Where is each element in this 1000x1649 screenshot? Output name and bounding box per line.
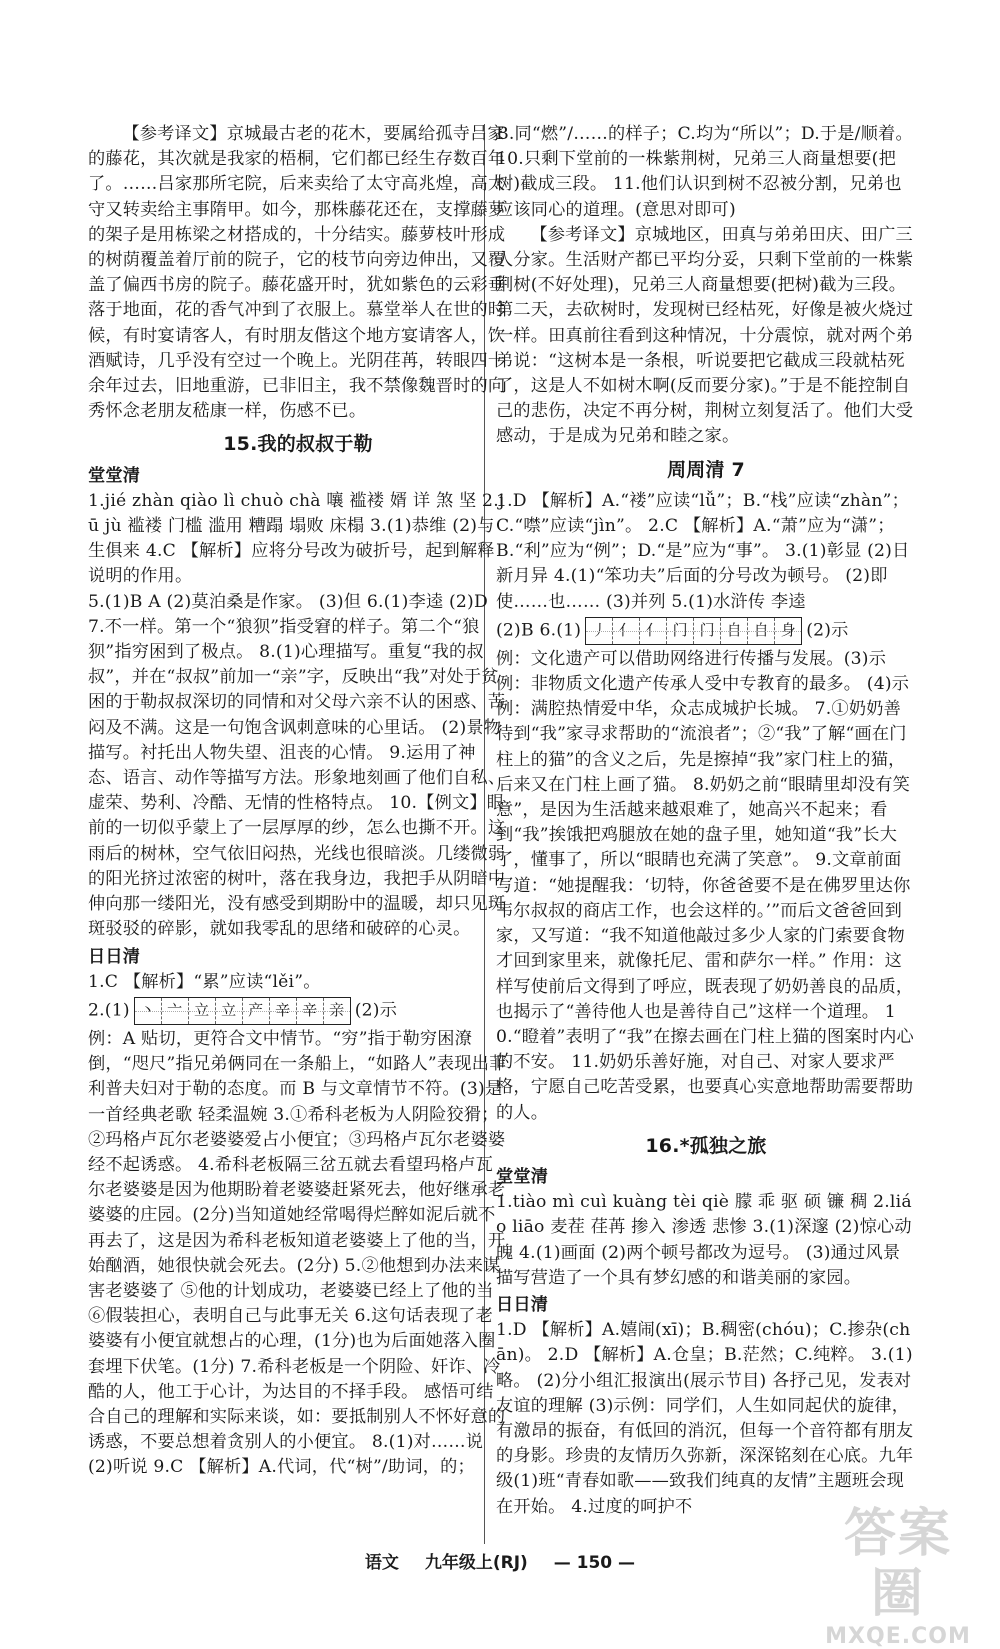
stroke-cell: 亻	[613, 618, 640, 644]
stroke-cell: 亠	[162, 998, 189, 1024]
right-column	[496, 122, 916, 1520]
weekly-answers-1: 1.D 【解析】A.“褛”应读“lǚ”；B.“栈”应读“zhàn”；C.“噤”应读“jìn”。 2.C 【解析】A.“萧”应为“潇”；B.“利”应为“例”；D.“是”应为“事”。 3.(1)彰显 (2)日新月异 4.(1)“笨功夫”后面的分号改为顿号。 (2)即使……也…… (3)并列 5.(1)水浒传 李逵	[496, 490, 910, 612]
stroke-cell: 产	[243, 998, 270, 1024]
section-tangtang: 堂堂清	[88, 465, 141, 486]
watermark-logo-text: 答案圈	[843, 1504, 952, 1624]
stroke-cell: 立	[189, 998, 216, 1024]
stroke-cell: 辛	[297, 998, 324, 1024]
riri-answer-1: 1.C 【解析】“累”应读“lěi”。	[88, 971, 321, 992]
stroke-cell: 亻	[640, 618, 667, 644]
riri-answers-3: 例：A 贴切，更符合文中情节。“穷”指于勒穷困潦倒，“咫尺”指兄弟俩同在一条船上，“如路人”表现出菲利普夫妇对于勒的态度。而 B 与文章情节不符。(3)是一首经典老歌 轻柔温婉 3.①希科老板为人阴险狡猾；②玛格卢瓦尔老婆婆爱占小便宜；③玛格卢瓦尔老婆婆经不起诱惑。 4.希科老板隔三岔五就去看望玛格卢瓦尔老婆婆是因为他期盼着老婆婆赶紧死去，他好继承老婆婆的庄园。(2分)当知道她经常喝得烂醉如泥后就不再去了，这是因为希科老板知道老婆婆上了他的当，开始酗酒，她很快就会死去。(2分) 5.②他想到办法来谋害老婆婆了 ⑤他的计划成功，老婆婆已经上了他的当 ⑥假装担心，表明自己与此事无关 6.这句话表现了老婆婆有小便宜就想占的心理，(1分)也为后面她落入圈套埋下伏笔。(1分) 7.希科老板是一个阴险、奸诈、冷酷的人，他工于心计，为达目的不择手段。 感悟可结合自己的理解和实际来谈，如：要抵制别人不怀好意的诱惑，不要总想着贪别人的小便宜。 8.(1)对……说 (2)听说 9.C 【解析】A.代词，代“树”/助词，的；	[88, 1028, 507, 1478]
riri-answer-2-line	[88, 995, 508, 1027]
section-riri: 日日清	[88, 946, 141, 967]
stroke-cell: 自	[748, 618, 775, 644]
stroke-cell: 亲	[324, 998, 350, 1024]
stroke-cell: 丿	[586, 618, 613, 644]
tangtang-answers-2: 5.(1)B A (2)莫泊桑是作家。 (3)但 6.(1)李逵 (2)D 7.不一样。第一个“狼狈”指受窘的样子。第二个“狼狈”指穷困到了极点。 8.(1)心理描写。重复“我的叔叔”，并在“叔叔”前加一“亲”字，反映出“我”对处于贫困的于勒叔叔深切的同情和对父母六亲不认的困惑、苦闷及不满。这是一句饱含讽刺意味的心里话。 (2)景物描写。衬托出人物失望、沮丧的心情。 9.运用了神态、语言、动作等描写方法。形象地刻画了他们自私、虚荣、势利、冷酷、无情的性格特点。 10.【例文】眼前的一切似乎蒙上了一层厚厚的纱，怎么也撕不开。这雨后的树林，空气依旧闷热，光线也很暗淡。几缕微弱的阳光挤过浓密的树叶，落在我身边，我把手从阴暗中伸向那一缕阳光，没有感受到期盼中的温暖，却只见斑斑驳驳的碎影，就如我零乱的思绪和破碎的心灵。	[88, 591, 506, 940]
footer-page-number: — 150 —	[553, 1553, 636, 1573]
weekly-quiz-title: 周周清 7	[667, 458, 745, 481]
weekly-answer-6-line	[496, 615, 916, 647]
tangtang-answers-1: 1.jié zhàn qiào lì chuò chà 嚷 褴褛 婿 详 煞 坚 2.jū jù 褴褛 门槛 滥用 糟蹋 塌败 床榻 3.(1)恭维 (2)与生俱来 4.C 【解析】应将分号改为破折号，起到解释说明的作用。	[88, 490, 505, 587]
watermark-url: MXQE.COM	[825, 1624, 971, 1649]
stroke-cell: 丶	[135, 998, 162, 1024]
stroke-cell: 门	[667, 618, 694, 644]
riri-answer-2-label: 2.(1)	[88, 1000, 130, 1021]
stroke-order-box	[585, 617, 802, 645]
stroke-cell: 身	[775, 618, 801, 644]
weekly-answer-6-label: (2)B 6.(1)	[496, 620, 582, 641]
section-tangtang: 堂堂清	[496, 1166, 549, 1187]
stroke-cell: 立	[216, 998, 243, 1024]
lesson-15-title: 15.我的叔叔于勒	[223, 433, 373, 456]
tangtang-answers-16: 1.tiào mì cuì kuàng tèi qiè 朦 乖 驱 硕 镰 稠 2.liáo liāo 麦茬 荏苒 掺入 渗透 悲惨 3.(1)深邃 (2)惊心动魄 4.(1)画面 (2)两个顿号都改为逗号。 (3)通过风景描写营造了一个具有梦幻感的和谐美丽的家园。	[496, 1192, 912, 1288]
stroke-cell: 门	[694, 618, 721, 644]
answers-continued: B.同“燃”/……的样子；C.均为“所以”；D.于是/顺着。10.只剩下堂前的一株紫荆树，兄弟三人商量想要(把树)截成三段。 11.他们认识到树不忍被分割，兄弟也应该同心的道理。(意思对即可)	[496, 124, 913, 220]
site-watermark	[818, 1504, 978, 1649]
lesson-16-title: 16.*孤独之旅	[645, 1134, 767, 1157]
reference-translation-2: 【参考译文】京城地区，田真与弟弟田庆、田广三人分家。生活财产都已平均分妥，只剩下堂前的一株紫荆树(不好处理)，兄弟三人商量想要(把树)截为三段。第二天，去砍树时，发现树已经枯死，好像是被火烧过一样。田真前往看到这种情况，十分震惊，就对两个弟弟说：“这树本是一条根，听说要把它截成三段就枯死了，这是人不如树木啊(反而要分家)。”于是不能控制自己的悲伤，决定不再分树，荆树立刻复活了。他们大受感动，于是成为兄弟和睦之家。	[496, 224, 914, 447]
reference-translation-paragraph: 【参考译文】京城最古老的花木，要属给孤寺吕家的藤花，其次就是我家的梧桐，它们都已经生存数百年了。……吕家那所宅院，后来卖给了太守高兆煌，高太守又转卖给主事隋甲。如今，那株藤花还在，支撑藤萝的架子是用栋梁之材搭成的，十分结实。藤萝枝叶形成的树荫覆盖着厅前的院子，它的枝节向旁边伸出，又覆盖了偏西书房的院子。藤花盛开时，犹如紫色的云彩垂落于地面，花的香气冲到了衣服上。慕堂举人在世的时候，有时宴请客人，有时朋友偕这个地方宴请客人，饮酒赋诗，几乎没有空过一个晚上。光阴荏苒，转眼四十余年过去，旧地重游，已非旧主，我不禁像魏晋时的向秀怀念老朋友嵇康一样，伤感不已。	[88, 124, 506, 422]
riri-answer-2-suffix: (2)示	[354, 1000, 398, 1021]
footer-subject: 语文	[364, 1553, 399, 1573]
riri-answers-16: 1.D 【解析】A.嬉闹(xī)；B.稠密(chóu)；C.掺杂(chān)。 2.D 【解析】A.仓皇；B.茫然；C.纯粹。 3.(1)略。 (2)分小组汇报演出(展示节目) 各抒己见，发表对友谊的理解 (3)示例：同学们，人生如同起伏的旋律，有激昂的振奋，有低回的消沉，但每一个音符都有朋友的身影。珍贵的友情历久弥新，深深铭刻在心底。九年级(1)班“青春如歌——致我们纯真的友情”主题班会现在开始。 4.过度的呵护不	[496, 1320, 914, 1517]
stroke-order-box	[134, 997, 351, 1025]
footer-grade: 九年级上(RJ)	[424, 1553, 528, 1573]
left-column	[88, 122, 508, 1481]
stroke-cell: 辛	[270, 998, 297, 1024]
stroke-cell: 自	[721, 618, 748, 644]
section-riri: 日日清	[496, 1294, 549, 1315]
weekly-answers-2: 例：文化遗产可以借助网络进行传播与发展。(3)示例：非物质文化遗产传承人受中专教育的最多。 (4)示例：满腔热情爱中华，众志成城护长城。 7.①奶奶善待到“我”家寻求帮助的“流浪者”；②“我”了解“画在门柱上的猫”的含义之后，先是擦掉“我”家门柱上的猫，后来又在门柱上画了猫。 8.奶奶之前“眼睛里却没有笑意”，是因为生活越来越艰难了，她高兴不起来；看到“我”挨饿把鸡腿放在她的盘子里，她知道“我”长大了，懂事了，所以“眼睛也充满了笑意”。 9.文章前面写道：“她提醒我：‘切特，你爸爸要不是在佛罗里达你韦尔叔叔的商店工作，也会这样的。’”而后文爸爸回到家，又写道：“我不知道他敲过多少人家的门索要食物才回到家里来，就像托尼、雷和萨尔一样。” 作用：这样写使前后文得到了呼应，既表现了奶奶善良的品质，也揭示了“善待他人也是善待自己”这样一个道理。 10.“瞪着”表明了“我”在擦去画在门柱上猫的图案时内心的不安。 11.奶奶乐善好施，对自己、对家人要求严格，宁愿自己吃苦受累，也要真心实意地帮助需要帮助的人。	[496, 648, 914, 1123]
weekly-answer-6-suffix: (2)示	[806, 620, 849, 641]
